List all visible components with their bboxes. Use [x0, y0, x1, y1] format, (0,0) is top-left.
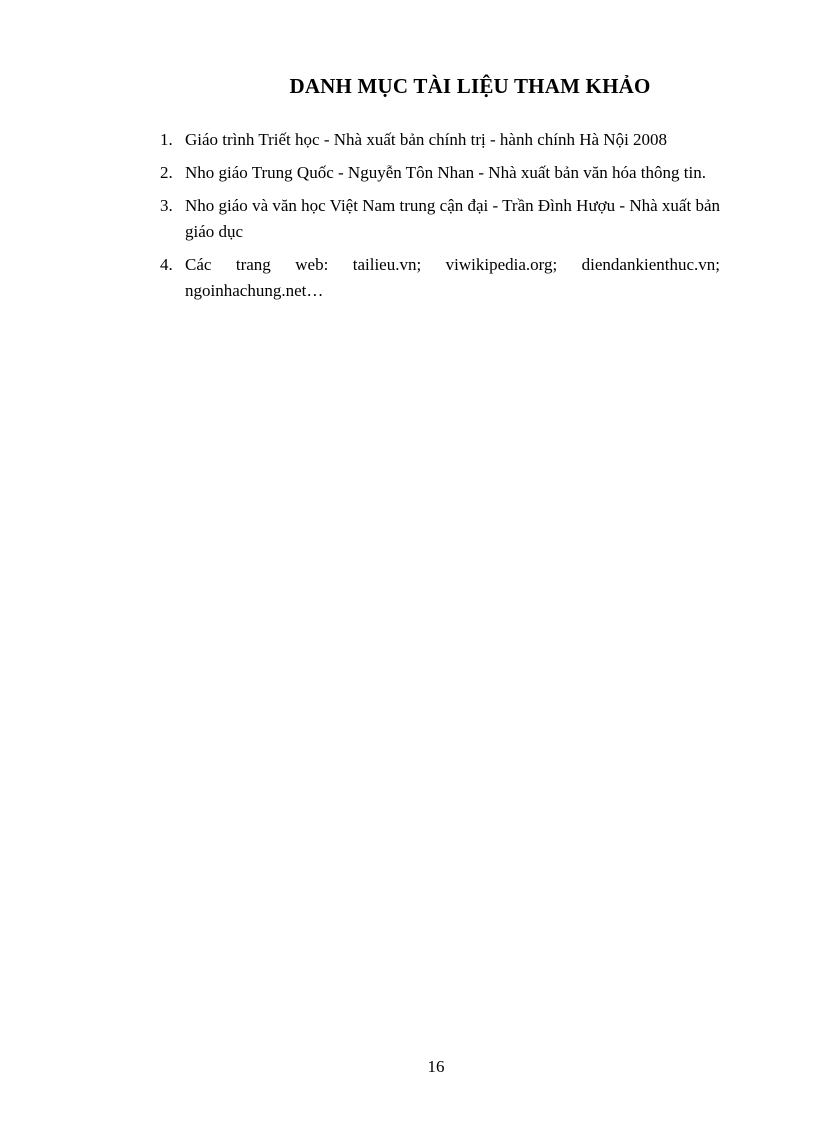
reference-text: Nho giáo và văn học Việt Nam trung cận đại - Trần Đình Hượu - Nhà xuất bản giáo dục: [185, 196, 720, 241]
reference-item-2: [160, 160, 720, 186]
reference-list: [160, 127, 720, 311]
reference-number: 1.: [160, 130, 173, 149]
reference-number: 2.: [160, 163, 173, 182]
reference-number: 3.: [160, 196, 173, 215]
page-title: DANH MỤC TÀI LIỆU THAM KHẢO: [289, 74, 651, 98]
reference-number: 4.: [160, 255, 173, 274]
reference-text: Giáo trình Triết học - Nhà xuất bản chính trị - hành chính Hà Nội 2008: [185, 130, 668, 149]
reference-item-4: [160, 252, 720, 304]
reference-text: Các trang web: tailieu.vn; viwikipedia.org; diendankienthuc.vn; ngoinhachung.net…: [185, 255, 720, 300]
reference-text: Nho giáo Trung Quốc - Nguyễn Tôn Nhan - Nhà xuất bản văn hóa thông tin.: [185, 163, 706, 182]
reference-item-3: [160, 193, 720, 245]
reference-item-1: [160, 127, 720, 153]
page-number: 16: [427, 1057, 445, 1076]
